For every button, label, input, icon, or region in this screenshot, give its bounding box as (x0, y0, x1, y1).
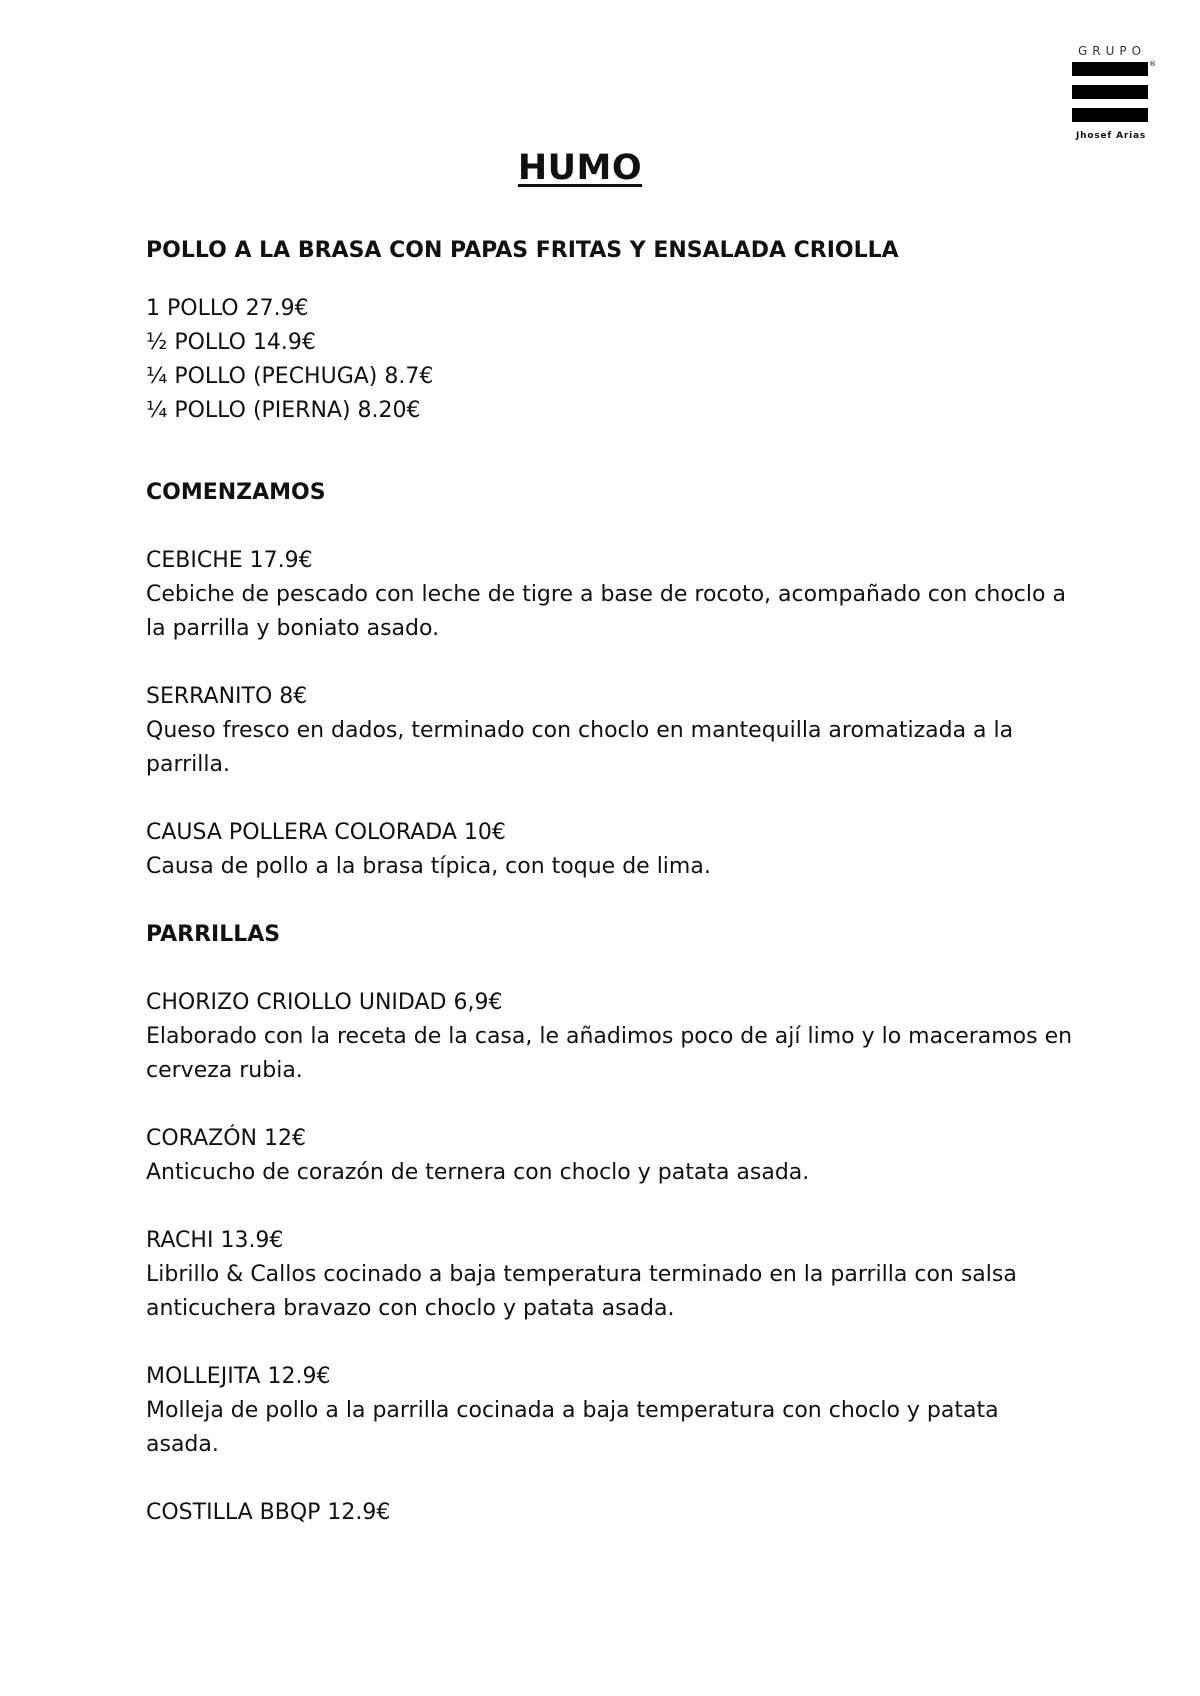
menu-item (146, 1122, 1076, 1190)
menu-item-name: CORAZÓN 12€ (146, 1126, 306, 1151)
menu-item-name: MOLLEJITA 12.9€ (146, 1364, 331, 1389)
menu-content (146, 234, 1076, 1530)
menu-item-name: SERRANITO 8€ (146, 684, 308, 709)
menu-item-description: Queso fresco en dados, terminado con choclo en mantequilla aromatizada a la parrilla. (146, 718, 1014, 777)
menu-item (146, 1360, 1076, 1462)
menu-item (146, 1224, 1076, 1326)
logo-bottom-text: Jhosef Arias (1076, 131, 1146, 141)
menu-item-description: Cebiche de pescado con leche de tigre a base de rocoto, acompañado con choclo a la parrilla y boniato asado. (146, 582, 1066, 641)
section-heading-pollo: POLLO A LA BRASA CON PAPAS FRITAS Y ENSALADA CRIOLLA (146, 238, 899, 263)
brand-logo (1072, 44, 1156, 141)
registered-mark: ® (1149, 60, 1156, 68)
menu-item-name: CEBICHE 17.9€ (146, 548, 313, 573)
pollo-item: ¼ POLLO (PECHUGA) 8.7€ (146, 364, 434, 389)
section-heading-parrillas: PARRILLAS (146, 922, 281, 947)
menu-item-name: RACHI 13.9€ (146, 1228, 284, 1253)
section-heading-comenzamos: COMENZAMOS (146, 480, 326, 505)
menu-item (146, 680, 1076, 782)
pollo-item: ¼ POLLO (PIERNA) 8.20€ (146, 398, 421, 423)
menu-item-description: Molleja de pollo a la parrilla cocinada a baja temperatura con choclo y patata asada. (146, 1398, 999, 1457)
pollo-item: 1 POLLO 27.9€ (146, 296, 309, 321)
menu-item-name: CAUSA POLLERA COLORADA 10€ (146, 820, 506, 845)
menu-item (146, 544, 1076, 646)
logo-bars (1072, 60, 1156, 122)
logo-bar (1072, 108, 1148, 122)
menu-item-description: Causa de pollo a la brasa típica, con toque de lima. (146, 854, 711, 879)
menu-item-name: COSTILLA BBQP 12.9€ (146, 1500, 391, 1525)
pollo-item: ½ POLLO 14.9€ (146, 330, 316, 355)
menu-title: HUMO (517, 148, 643, 188)
menu-item (146, 1496, 1076, 1530)
logo-bar (1072, 85, 1148, 99)
menu-item-description: Librillo & Callos cocinado a baja temperatura terminado en la parrilla con salsa anticuchera bravazo con choclo y patata asada. (146, 1262, 1017, 1321)
menu-item-description: Elaborado con la receta de la casa, le añadimos poco de ají limo y lo maceramos en cerveza rubia. (146, 1024, 1073, 1083)
menu-item (146, 816, 1076, 884)
logo-bar (1072, 62, 1148, 76)
menu-item (146, 986, 1076, 1088)
menu-item-name: CHORIZO CRIOLLO UNIDAD 6,9€ (146, 990, 503, 1015)
menu-item-description: Anticucho de corazón de ternera con choclo y patata asada. (146, 1160, 810, 1185)
logo-top-text: GRUPO (1077, 44, 1147, 58)
